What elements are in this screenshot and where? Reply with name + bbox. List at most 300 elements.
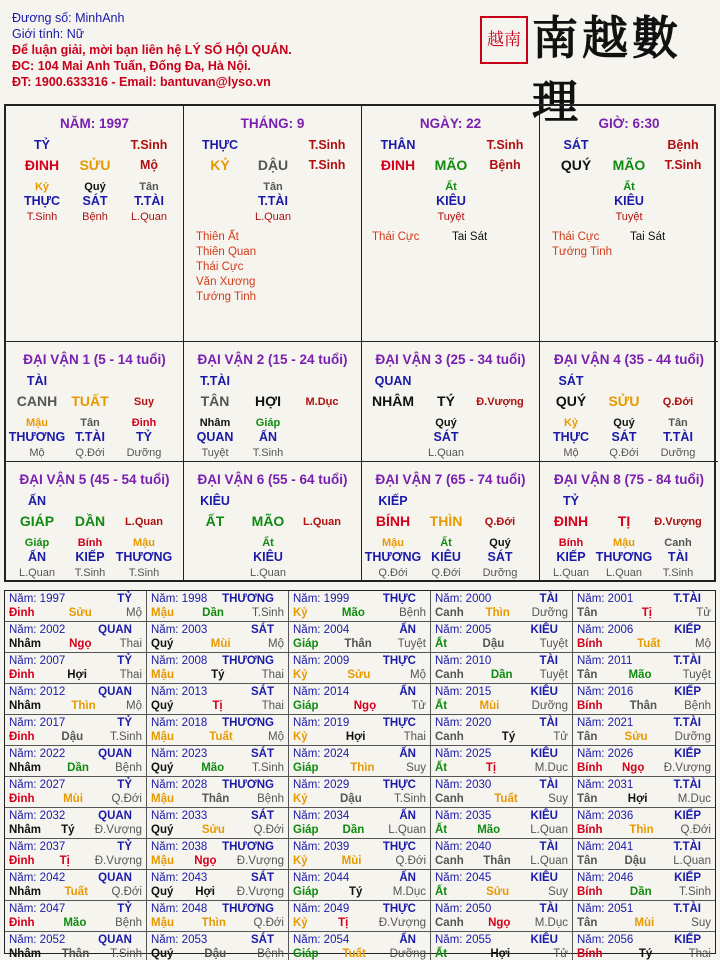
year-stem: Đinh: [9, 607, 35, 619]
year-branch: Tị: [641, 607, 652, 619]
dai-van-god: KIÊU: [200, 494, 230, 508]
year-stem: Đinh: [9, 731, 35, 743]
hidden-phase: Q.Đới: [609, 447, 639, 459]
year-label: Năm: 2009: [293, 655, 350, 667]
year-stem: Kỷ: [293, 607, 308, 619]
year-cell: [289, 715, 431, 746]
year-stem: Quý: [151, 762, 174, 774]
year-stem: Tân: [577, 917, 598, 929]
year-cell: [573, 746, 715, 777]
year-phase: T.Sinh: [110, 731, 142, 743]
year-label: Năm: 2006: [577, 624, 634, 636]
year-phase: Thai: [119, 638, 142, 650]
year-god: TỶ: [117, 779, 132, 791]
year-cell: [5, 901, 147, 932]
year-god: T.TÀI: [673, 655, 701, 667]
year-stem: Ất: [435, 886, 448, 898]
pillar-title: THÁNG: 9: [240, 116, 305, 131]
pillar-cell: [540, 106, 718, 342]
dai-van-stem: NHÂM: [372, 393, 414, 409]
year-phase: M.Dục: [677, 793, 711, 805]
year-phase: M.Dục: [392, 886, 426, 898]
year-phase: Mộ: [695, 638, 711, 650]
hidden-god: KIÊU: [253, 550, 283, 564]
year-branch: Hợi: [490, 948, 511, 960]
year-cell: [289, 653, 431, 684]
year-label: Năm: 2052: [9, 934, 66, 946]
hidden-phase: Tuyệt: [615, 211, 643, 223]
year-branch: Dậu: [624, 855, 647, 867]
pillar-god: T.Sinh: [486, 138, 524, 152]
address: ĐC: 104 Mai Anh Tuấn, Đống Đa, Hà Nội.: [12, 59, 251, 73]
year-stem: Kỷ: [293, 669, 308, 681]
dai-van-phase: Q.Đới: [662, 396, 694, 408]
year-cell: [573, 591, 715, 622]
year-branch: Tý: [501, 731, 516, 743]
pillar-cell: [362, 106, 540, 342]
year-cell: [431, 622, 573, 653]
year-stem: Tân: [577, 669, 598, 681]
year-stem: Giáp: [293, 762, 319, 774]
year-branch: Dậu: [61, 731, 84, 743]
hidden-phase: Mộ: [563, 447, 579, 459]
year-stem: Mậu: [151, 793, 174, 805]
year-branch: Mão: [341, 607, 365, 619]
year-branch: Dậu: [204, 948, 227, 960]
hidden-stem: Mậu: [26, 417, 48, 429]
pillar-god: THÂN: [380, 138, 416, 152]
year-branch: Tuất: [637, 638, 661, 650]
year-god: ẤN: [399, 748, 416, 760]
year-label: Năm: 2022: [9, 748, 66, 760]
year-phase: Dưỡng: [531, 700, 568, 712]
pillar-title: GIỜ: 6:30: [598, 116, 660, 131]
year-label: Năm: 2020: [435, 717, 492, 729]
hidden-stem: Nhâm: [199, 417, 231, 429]
dai-van-god: ẤN: [27, 494, 47, 508]
chart-table: [4, 104, 716, 582]
year-phase: Mộ: [268, 638, 284, 650]
year-god: THƯƠNG: [222, 779, 274, 791]
year-phase: T.Sinh: [252, 607, 284, 619]
year-branch: Sửu: [486, 886, 510, 898]
hidden-phase: T.Sinh: [26, 211, 58, 223]
year-branch: Tý: [638, 948, 653, 960]
year-god: TÀI: [539, 779, 558, 791]
year-label: Năm: 2003: [151, 624, 208, 636]
year-stem: Quý: [151, 886, 174, 898]
year-label: Năm: 1999: [293, 593, 350, 605]
hidden-god: T.TÀI: [75, 430, 105, 444]
year-phase: Suy: [548, 793, 568, 805]
dai-van-stem: ĐINH: [553, 513, 589, 529]
year-branch: Tý: [61, 824, 75, 836]
year-branch: Thìn: [350, 762, 375, 774]
year-branch: Thìn: [71, 700, 96, 712]
pillar-god: T.Sinh: [308, 138, 346, 152]
dai-van-branch: TÝ: [437, 393, 455, 409]
year-stem: Canh: [435, 607, 464, 619]
year-label: Năm: 2000: [435, 593, 492, 605]
year-label: Năm: 2012: [9, 686, 66, 698]
hidden-stem: Canh: [664, 537, 692, 549]
year-stem: Đinh: [9, 917, 35, 929]
year-phase: M.Dục: [534, 762, 568, 774]
pillar-stem: KỶ: [210, 157, 230, 173]
dai-van-title: ĐẠI VẬN 5 (45 - 54 tuổi): [19, 472, 170, 487]
year-stem: Tân: [577, 793, 598, 805]
year-phase: T.Sinh: [110, 948, 142, 960]
year-god: KIẾP: [674, 872, 701, 884]
year-cell: [573, 653, 715, 684]
year-god: ẤN: [399, 624, 416, 636]
year-branch: Ngọ: [622, 762, 645, 774]
pillar-stem: ĐINH: [24, 157, 60, 173]
hidden-god: THỰC: [552, 430, 590, 444]
dai-van-title: ĐẠI VẬN 7 (65 - 74 tuổi): [375, 472, 526, 487]
dai-van-cell: [184, 462, 362, 582]
year-stem: Canh: [435, 917, 464, 929]
year-label: Năm: 2016: [577, 686, 634, 698]
year-branch: Mùi: [210, 638, 231, 650]
year-label: Năm: 2054: [293, 934, 350, 946]
year-stem: Kỷ: [293, 731, 308, 743]
year-label: Năm: 2017: [9, 717, 66, 729]
year-cell: [289, 901, 431, 932]
year-god: T.TÀI: [673, 717, 701, 729]
year-label: Năm: 2010: [435, 655, 492, 667]
dai-van-branch: SỬU: [608, 393, 640, 409]
year-stem: Tân: [577, 607, 598, 619]
dai-van-stem: GIÁP: [19, 513, 55, 529]
year-phase: Đ.Vượng: [663, 762, 711, 774]
dai-van-phase: L.Quan: [303, 516, 341, 528]
year-phase: Suy: [548, 886, 568, 898]
year-branch: Tị: [338, 917, 349, 929]
year-branch: Thìn: [201, 917, 226, 929]
pillar-branch: DẬU: [257, 157, 289, 173]
year-stem: Nhâm: [9, 762, 41, 774]
star-item: Thiên Ất: [196, 231, 239, 243]
year-label: Năm: 2018: [151, 717, 208, 729]
year-stem: Canh: [435, 793, 464, 805]
year-branch: Dần: [202, 607, 224, 619]
dai-van-phase: Suy: [133, 396, 155, 408]
year-stem: Đinh: [9, 855, 35, 867]
pillar-cell: [184, 106, 362, 342]
year-stem: Quý: [151, 948, 174, 960]
year-god: T.TÀI: [673, 779, 701, 791]
year-god: THƯƠNG: [222, 903, 274, 915]
year-stem: Giáp: [293, 638, 319, 650]
hidden-phase: Mộ: [29, 447, 45, 459]
hidden-stem: Ất: [623, 181, 635, 193]
year-phase: L.Quan: [530, 855, 568, 867]
dai-van-stem: QUÝ: [555, 393, 587, 409]
hidden-phase: Tuyệt: [437, 211, 465, 223]
year-branch: Thân: [61, 948, 90, 960]
year-phase: Dưỡng: [531, 607, 568, 619]
pillar-stem: QUÝ: [560, 157, 592, 173]
year-god: SÁT: [251, 686, 274, 698]
year-cell: [5, 746, 147, 777]
hidden-god: KIÊU: [614, 194, 644, 208]
year-branch: Dần: [629, 886, 652, 898]
year-label: Năm: 2031: [577, 779, 634, 791]
logo-calligraphy: 南越數理: [532, 11, 682, 129]
dai-van-cell: [362, 342, 540, 462]
year-phase: Mộ: [126, 700, 142, 712]
year-god: QUAN: [98, 748, 132, 760]
dai-van-god: TÀI: [26, 374, 48, 388]
dai-van-stem: BÍNH: [375, 513, 411, 529]
year-god: T.TÀI: [673, 841, 701, 853]
hidden-phase: Tuyệt: [201, 447, 229, 459]
header-info: [12, 10, 292, 90]
year-god: THỰC: [382, 655, 416, 667]
year-cell: [431, 870, 573, 901]
year-stem: Nhâm: [9, 700, 41, 712]
year-label: Năm: 2056: [577, 934, 634, 946]
year-branch: Tuất: [494, 793, 518, 805]
dai-van-stem: TÂN: [200, 393, 230, 409]
year-label: Năm: 2038: [151, 841, 208, 853]
year-stem: Kỷ: [293, 917, 308, 929]
year-phase: Q.Đới: [111, 886, 142, 898]
hidden-phase: T.Sinh: [74, 567, 106, 579]
hidden-god: T.TÀI: [134, 194, 164, 208]
year-phase: L.Quan: [530, 824, 568, 836]
year-cell: [573, 901, 715, 932]
hidden-stem: Tân: [263, 181, 283, 193]
pillar-god: THỰC: [201, 138, 239, 152]
year-cell: [147, 808, 289, 839]
year-branch: Mùi: [63, 793, 83, 805]
year-phase: L.Quan: [388, 824, 426, 836]
dai-van-god: KIẾP: [378, 494, 408, 508]
year-branch: Thân: [201, 793, 230, 805]
hidden-god: TỶ: [136, 430, 152, 444]
star-item: Tai Sát: [452, 231, 488, 243]
dai-van-phase: Đ.Vượng: [476, 396, 524, 408]
year-god: ẤN: [399, 686, 416, 698]
star-item: Thái Cực: [552, 231, 600, 243]
year-god: T.TÀI: [673, 903, 701, 915]
year-branch: Sửu: [624, 731, 648, 743]
dai-van-branch: MÃO: [251, 513, 285, 529]
year-phase: Thai: [119, 669, 142, 681]
year-cell: [431, 653, 573, 684]
year-god: QUAN: [98, 624, 132, 636]
pillar-phase: T.Sinh: [664, 158, 702, 172]
year-phase: T.Sinh: [394, 793, 426, 805]
hidden-god: ẤN: [258, 430, 278, 444]
year-cell: [289, 591, 431, 622]
year-cell: [5, 653, 147, 684]
hidden-stem: Ất: [440, 537, 452, 549]
year-god: THƯƠNG: [222, 655, 274, 667]
year-god: KIẾP: [674, 934, 701, 946]
pillar-title: NĂM: 1997: [59, 116, 130, 131]
year-stem: Mậu: [151, 607, 174, 619]
year-phase: Tử: [553, 731, 568, 743]
year-phase: T.Sinh: [679, 886, 711, 898]
gender: Giới tính: Nữ: [12, 27, 85, 41]
year-god: KIẾP: [674, 624, 701, 636]
year-cell: [147, 622, 289, 653]
year-cell: [5, 808, 147, 839]
year-stem: Ất: [435, 824, 448, 836]
year-cell: [5, 870, 147, 901]
year-label: Năm: 2030: [435, 779, 492, 791]
year-cell: [147, 839, 289, 870]
year-branch: Hợi: [345, 731, 366, 743]
year-label: Năm: 2036: [577, 810, 634, 822]
year-branch: Tị: [212, 700, 223, 712]
hidden-god: THƯƠNG: [595, 550, 653, 564]
year-stem: Mậu: [151, 855, 174, 867]
pillar-god: T.Sinh: [130, 138, 168, 152]
year-stem: Nhâm: [9, 886, 41, 898]
hidden-stem: Kỷ: [34, 181, 50, 193]
hidden-stem: Quý: [435, 417, 457, 429]
year-branch: Tuất: [342, 948, 366, 960]
year-stem: Bính: [577, 762, 603, 774]
year-god: TÀI: [539, 903, 558, 915]
year-god: THƯƠNG: [222, 841, 274, 853]
year-label: Năm: 2032: [9, 810, 66, 822]
year-cell: [5, 932, 147, 960]
dai-van-cell: [6, 462, 184, 582]
hidden-phase: L.Quan: [130, 211, 168, 223]
year-branch: Thân: [344, 638, 372, 650]
year-cell: [573, 777, 715, 808]
year-label: Năm: 2015: [435, 686, 492, 698]
year-cell: [147, 653, 289, 684]
hidden-stem: Tân: [139, 181, 159, 193]
year-cell: [5, 777, 147, 808]
hidden-god: QUAN: [196, 430, 234, 444]
year-branch: Mùi: [341, 855, 362, 867]
year-stem: Mậu: [151, 731, 174, 743]
year-god: TÀI: [539, 841, 558, 853]
year-label: Năm: 2008: [151, 655, 208, 667]
year-phase: Dưỡng: [389, 948, 426, 960]
year-label: Năm: 2047: [9, 903, 66, 915]
hidden-god: TÀI: [667, 550, 689, 564]
dai-van-phase: L.Quan: [125, 516, 163, 528]
year-branch: Mão: [477, 824, 501, 836]
year-stem: Bính: [577, 700, 603, 712]
year-god: THỰC: [382, 779, 416, 791]
year-phase: Q.Đới: [111, 793, 142, 805]
hidden-phase: Bệnh: [82, 211, 108, 223]
year-label: Năm: 2042: [9, 872, 66, 884]
year-god: ẤN: [399, 810, 416, 822]
star-item: Văn Xương: [196, 276, 256, 288]
year-phase: Dưỡng: [674, 731, 711, 743]
red-seal-icon: 越南: [480, 16, 528, 64]
year-god: QUAN: [98, 810, 132, 822]
year-branch: Dậu: [340, 793, 362, 805]
dai-van-cell: [6, 342, 184, 462]
year-cell: [289, 808, 431, 839]
dai-van-phase: Đ.Vượng: [654, 516, 702, 528]
hidden-phase: L.Quan: [18, 567, 56, 579]
year-phase: Tử: [411, 700, 426, 712]
year-stem: Nhâm: [9, 948, 41, 960]
year-branch: Thân: [629, 700, 658, 712]
year-cell: [289, 746, 431, 777]
hidden-phase: T.Sinh: [128, 567, 160, 579]
year-phase: Tuyệt: [539, 669, 568, 681]
year-stem: Canh: [435, 855, 464, 867]
year-cell: [147, 932, 289, 960]
year-god: QUAN: [98, 934, 132, 946]
stars-list: [552, 230, 612, 260]
year-branch: Hợi: [195, 886, 215, 898]
year-label: Năm: 2002: [9, 624, 66, 636]
year-god: THỰC: [382, 717, 416, 729]
year-stem: Nhâm: [9, 824, 41, 836]
year-stem: Nhâm: [9, 638, 41, 650]
hidden-stem: Tân: [80, 417, 100, 429]
year-stem: Ất: [435, 700, 448, 712]
pillar-branch: MÃO: [434, 157, 468, 173]
year-cell: [431, 715, 573, 746]
year-god: TỶ: [117, 717, 132, 729]
hidden-god: THỰC: [23, 194, 61, 208]
year-branch: Dần: [67, 762, 89, 774]
year-label: Năm: 2049: [293, 903, 350, 915]
year-cell: [147, 715, 289, 746]
year-label: Năm: 2021: [577, 717, 634, 729]
year-label: Năm: 2040: [435, 841, 492, 853]
dai-van-branch: TỊ: [617, 513, 631, 529]
year-phase: Q.Đới: [253, 824, 284, 836]
year-phase: Tuyệt: [682, 669, 711, 681]
hidden-god: THƯƠNG: [115, 550, 173, 564]
year-branch: Tị: [485, 762, 497, 774]
year-phase: Tử: [553, 948, 568, 960]
dai-van-stem: CANH: [16, 393, 58, 409]
year-god: KIÊU: [530, 748, 558, 760]
year-branch: Dậu: [482, 638, 505, 650]
year-label: Năm: 2051: [577, 903, 634, 915]
year-god: TÀI: [539, 717, 558, 729]
owner-name: Đương số: MinhAnh: [12, 11, 125, 25]
hidden-god: KIẾP: [556, 550, 586, 564]
year-label: Năm: 2050: [435, 903, 492, 915]
year-phase: Suy: [406, 762, 426, 774]
year-branch: Ngọ: [194, 855, 217, 867]
dai-van-title: ĐẠI VẬN 1 (5 - 14 tuổi): [23, 352, 166, 367]
year-cell: [573, 715, 715, 746]
hidden-god: SÁT: [433, 430, 459, 444]
year-branch: Thìn: [629, 824, 654, 836]
year-phase: Mộ: [126, 607, 142, 619]
hidden-phase: Q.Đới: [75, 447, 105, 459]
hidden-stem: Kỷ: [563, 417, 579, 429]
contact-note: Để luận giải, mời bạn liên hệ LÝ SỐ HỘI QUÁN.: [12, 43, 292, 57]
hidden-stem: Quý: [84, 181, 106, 193]
hidden-stem: Quý: [613, 417, 635, 429]
hidden-god: T.TÀI: [258, 194, 288, 208]
year-god: KIẾP: [674, 748, 701, 760]
year-phase: Thai: [403, 731, 426, 743]
pillar-title: NGÀY: 22: [419, 116, 482, 131]
year-label: Năm: 2055: [435, 934, 492, 946]
